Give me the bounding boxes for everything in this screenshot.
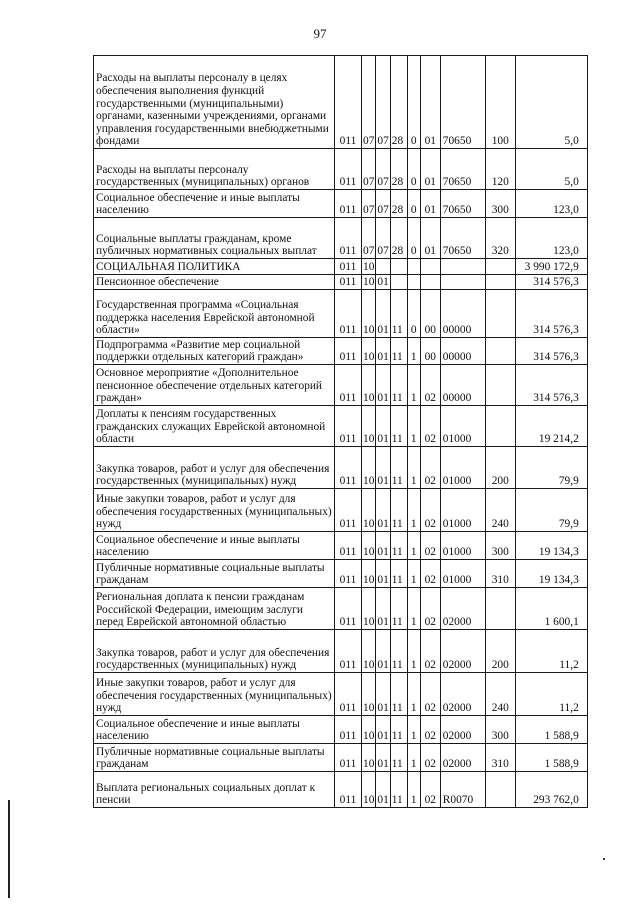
expense-type-code: 120: [485, 149, 515, 190]
event-code: 00: [420, 290, 440, 338]
page-number: 97: [313, 26, 327, 41]
subprogram-code: 1: [407, 532, 420, 560]
expense-type-code: 300: [485, 532, 515, 560]
direction-code: R0070: [440, 772, 485, 808]
subprogram-code: 1: [407, 744, 420, 772]
item-name: Публичные нормативные социальные выплаты гражданам: [94, 744, 335, 772]
ministry-code: 011: [335, 338, 362, 365]
direction-code: 02000: [440, 716, 485, 744]
subsection-code: 01: [376, 588, 390, 630]
event-code: 01: [420, 190, 440, 218]
item-name: Основное мероприятие «Дополнительное пенсионное обеспечение отдельных категорий граждан»: [94, 365, 335, 406]
expense-type-code: 240: [485, 673, 515, 716]
direction-code: 70650: [440, 56, 485, 149]
table-row: [94, 406, 588, 447]
event-code: 02: [420, 744, 440, 772]
item-name: Доплаты к пенсиям государственных гражданских служащих Еврейской автономной области: [94, 406, 335, 447]
table-row: [94, 338, 588, 365]
program-code: 11: [390, 673, 407, 716]
ministry-code: 011: [335, 673, 362, 716]
item-name: Социальные выплаты гражданам, кроме публичных нормативных социальных выплат: [94, 218, 335, 259]
ministry-code: 011: [335, 447, 362, 489]
subsection-code: 01: [376, 560, 390, 588]
amount: 1 600,1: [515, 588, 587, 630]
amount: 5,0: [515, 149, 587, 190]
subsection-code: 01: [376, 406, 390, 447]
section-code: 10: [362, 489, 376, 532]
subsection-code: 01: [376, 716, 390, 744]
section-code: 10: [362, 259, 376, 275]
section-code: 10: [362, 673, 376, 716]
ministry-code: 011: [335, 588, 362, 630]
item-name: Выплата региональных социальных доплат к пенсии: [94, 772, 335, 808]
event-code: 02: [420, 630, 440, 673]
direction-code: 02000: [440, 673, 485, 716]
subprogram-code: 1: [407, 772, 420, 808]
ministry-code: 011: [335, 630, 362, 673]
subsection-code: 01: [376, 447, 390, 489]
table-row: [94, 744, 588, 772]
event-code: 02: [420, 365, 440, 406]
table-row: [94, 630, 588, 673]
item-name: Подпрограмма «Развитие мер социальной поддержки отдельных категорий граждан»: [94, 338, 335, 365]
program-code: [390, 259, 407, 275]
expense-type-code: 300: [485, 190, 515, 218]
program-code: 11: [390, 338, 407, 365]
program-code: 11: [390, 532, 407, 560]
ministry-code: 011: [335, 532, 362, 560]
ministry-code: 011: [335, 259, 362, 275]
event-code: 02: [420, 588, 440, 630]
margin-line: [8, 800, 10, 898]
program-code: 11: [390, 630, 407, 673]
subprogram-code: 0: [407, 56, 420, 149]
program-code: 11: [390, 489, 407, 532]
table-row: [94, 673, 588, 716]
event-code: 02: [420, 406, 440, 447]
subprogram-code: 0: [407, 290, 420, 338]
section-code: 10: [362, 744, 376, 772]
item-name: Социальное обеспечение и иные выплаты населению: [94, 716, 335, 744]
event-code: 02: [420, 772, 440, 808]
amount: 1 588,9: [515, 744, 587, 772]
expense-type-code: 310: [485, 744, 515, 772]
item-name: Социальное обеспечение и иные выплаты населению: [94, 190, 335, 218]
event-code: [420, 259, 440, 275]
subprogram-code: 1: [407, 560, 420, 588]
expense-type-code: 200: [485, 630, 515, 673]
section-code: 10: [363, 276, 375, 289]
table-row: [94, 365, 588, 406]
table-row: [94, 290, 588, 338]
program-code: 28: [390, 190, 407, 218]
subsection-code: 01: [376, 532, 390, 560]
subprogram-code: 0: [407, 149, 420, 190]
event-code: 02: [420, 673, 440, 716]
expense-type-code: [485, 275, 515, 290]
section-code: 07: [362, 149, 376, 190]
subprogram-code: 1: [407, 630, 420, 673]
ministry-code: 011: [335, 290, 362, 338]
subsection-code: 01: [376, 673, 390, 716]
expense-type-code: 100: [485, 56, 515, 149]
program-code: 11: [390, 744, 407, 772]
subsection-code: [376, 259, 390, 275]
program-code: [390, 275, 407, 290]
table-row: [94, 56, 588, 149]
amount: 79,9: [515, 489, 587, 532]
scan-dot: [603, 858, 605, 860]
direction-code: [440, 275, 485, 290]
subprogram-code: 0: [407, 218, 420, 259]
event-code: 02: [420, 560, 440, 588]
subprogram-code: 1: [407, 673, 420, 716]
amount: 314 576,3: [515, 275, 587, 290]
direction-code: 02000: [440, 630, 485, 673]
section-code: 10: [362, 338, 376, 365]
amount: 314 576,3: [515, 338, 587, 365]
event-code: 00: [420, 338, 440, 365]
item-name: СОЦИАЛЬНАЯ ПОЛИТИКА: [94, 259, 335, 275]
program-code: 11: [390, 560, 407, 588]
table-row: [94, 489, 588, 532]
ministry-code: 011: [335, 365, 362, 406]
amount: 314 576,3: [515, 290, 587, 338]
amount: 11,2: [515, 673, 587, 716]
subsection-code: 07: [376, 149, 390, 190]
event-code: 01: [420, 218, 440, 259]
expense-type-code: [485, 290, 515, 338]
table-row: [94, 560, 588, 588]
program-code: 28: [390, 149, 407, 190]
program-code: 28: [390, 56, 407, 149]
program-code: 11: [390, 772, 407, 808]
expense-type-code: [485, 338, 515, 365]
table-row: [94, 447, 588, 489]
program-code: 11: [390, 406, 407, 447]
amount: 1 588,9: [515, 716, 587, 744]
direction-code: [440, 259, 485, 275]
table-row: [94, 275, 588, 290]
subprogram-code: 1: [407, 338, 420, 365]
subprogram-code: 0: [407, 190, 420, 218]
program-code: 11: [390, 365, 407, 406]
item-name: Расходы на выплаты персоналу государственных (муниципальных) органов: [94, 149, 335, 190]
subsection-code: 07: [376, 218, 390, 259]
item-name: Иные закупки товаров, работ и услуг для обеспечения государственных (муниципальных) нужд: [94, 673, 335, 716]
program-code: 11: [390, 447, 407, 489]
section-code: 10: [362, 406, 376, 447]
subprogram-code: 1: [407, 406, 420, 447]
program-code: 11: [390, 588, 407, 630]
subprogram-code: [407, 275, 420, 290]
amount: 79,9: [515, 447, 587, 489]
item-name: Региональная доплата к пенсии гражданам Российской Федерации, имеющим заслуги перед Еврейской автономной областью: [94, 588, 335, 630]
item-name: Публичные нормативные социальные выплаты гражданам: [94, 560, 335, 588]
subsection-code: 07: [376, 56, 390, 149]
direction-code: 01000: [440, 560, 485, 588]
subsection-code: 01: [376, 744, 390, 772]
direction-code: 02000: [440, 744, 485, 772]
section-code: 10: [362, 447, 376, 489]
section-code: 07: [362, 218, 376, 259]
section-code: 10: [362, 532, 376, 560]
ministry-code: 011: [335, 772, 362, 808]
expense-type-code: [485, 365, 515, 406]
amount: 5,0: [515, 56, 587, 149]
item-name: Расходы на выплаты персоналу в целях обеспечения выполнения функций государственными (муниципальными) органами, казенными учреждениями, органами управления государственными внебюджетными фондами: [94, 56, 335, 149]
table-row: [94, 772, 588, 808]
section-code: 07: [362, 190, 376, 218]
direction-code: 00000: [440, 338, 485, 365]
program-code: 28: [390, 218, 407, 259]
table-body: [94, 56, 588, 808]
section-code: 10: [362, 365, 376, 406]
item-name: Пенсионное обеспечение: [94, 275, 335, 290]
subsection-code: 07: [376, 190, 390, 218]
section-code: 10: [362, 772, 376, 808]
expense-type-code: 200: [485, 447, 515, 489]
ministry-code: 011: [335, 218, 362, 259]
table-row: [94, 190, 588, 218]
amount: 19 214,2: [515, 406, 587, 447]
expense-type-code: [485, 588, 515, 630]
event-code: 02: [420, 447, 440, 489]
item-name: Закупка товаров, работ и услуг для обеспечения государственных (муниципальных) нужд: [94, 447, 335, 489]
direction-code: 01000: [440, 532, 485, 560]
direction-code: 00000: [440, 365, 485, 406]
amount: 123,0: [515, 190, 587, 218]
ministry-code: 011: [335, 190, 362, 218]
ministry-code: 011: [335, 406, 362, 447]
direction-code: 01000: [440, 406, 485, 447]
event-code: 01: [420, 149, 440, 190]
expense-type-code: [485, 259, 515, 275]
amount: 293 762,0: [515, 772, 587, 808]
item-name: Иные закупки товаров, работ и услуг для обеспечения государственных (муниципальных) нужд: [94, 489, 335, 532]
amount: 3 990 172,9: [515, 259, 587, 275]
program-code: 11: [390, 716, 407, 744]
table-row: [94, 149, 588, 190]
item-name: Социальное обеспечение и иные выплаты населению: [94, 532, 335, 560]
section-code: 10: [362, 630, 376, 673]
event-code: 01: [420, 56, 440, 149]
table-row: [94, 588, 588, 630]
budget-table: [93, 55, 588, 808]
ministry-code: 011: [335, 744, 362, 772]
event-code: [420, 275, 440, 290]
subsection-code: 01: [376, 630, 390, 673]
section-code: 10: [362, 560, 376, 588]
subsection-code: 01: [376, 365, 390, 406]
subsection-code: 01: [376, 489, 390, 532]
table-row: [94, 716, 588, 744]
subprogram-code: 1: [407, 588, 420, 630]
subsection-code: 01: [376, 338, 390, 365]
ministry-code: 011: [335, 716, 362, 744]
subprogram-code: 1: [407, 716, 420, 744]
ministry-code: 011: [335, 56, 362, 149]
event-code: 02: [420, 716, 440, 744]
expense-type-code: 300: [485, 716, 515, 744]
ministry-code: 011: [335, 149, 362, 190]
ministry-code: 011: [335, 560, 362, 588]
item-name: Государственная программа «Социальная поддержка населения Еврейской автономной области»: [94, 290, 335, 338]
event-code: 02: [420, 532, 440, 560]
direction-code: 01000: [440, 447, 485, 489]
expense-type-code: 320: [485, 218, 515, 259]
subprogram-code: 1: [407, 365, 420, 406]
item-name: Закупка товаров, работ и услуг для обеспечения государственных (муниципальных) нужд: [94, 630, 335, 673]
expense-type-code: [485, 772, 515, 808]
direction-code: 70650: [440, 218, 485, 259]
table-row: [94, 218, 588, 259]
table-row: [94, 532, 588, 560]
ministry-code: 011: [335, 489, 362, 532]
ministry-code: 011: [335, 275, 362, 290]
amount: 123,0: [515, 218, 587, 259]
amount: 19 134,3: [515, 560, 587, 588]
table-row: [94, 259, 588, 275]
amount: 11,2: [515, 630, 587, 673]
section-code: 10: [362, 716, 376, 744]
subsection-code: 01: [376, 290, 390, 338]
direction-code: 02000: [440, 588, 485, 630]
amount: 19 134,3: [515, 532, 587, 560]
event-code: 02: [420, 489, 440, 532]
expense-type-code: 310: [485, 560, 515, 588]
subprogram-code: 1: [407, 447, 420, 489]
section-code: 07: [362, 56, 376, 149]
subsection-code: 01: [377, 276, 389, 289]
amount: 314 576,3: [515, 365, 587, 406]
direction-code: 00000: [440, 290, 485, 338]
expense-type-code: [485, 406, 515, 447]
direction-code: 70650: [440, 190, 485, 218]
subprogram-code: [407, 259, 420, 275]
subprogram-code: 1: [407, 489, 420, 532]
program-code: 11: [390, 290, 407, 338]
direction-code: 70650: [440, 149, 485, 190]
section-code: 10: [362, 290, 376, 338]
section-code: 10: [362, 588, 376, 630]
expense-type-code: 240: [485, 489, 515, 532]
subsection-code: 01: [376, 772, 390, 808]
direction-code: 01000: [440, 489, 485, 532]
